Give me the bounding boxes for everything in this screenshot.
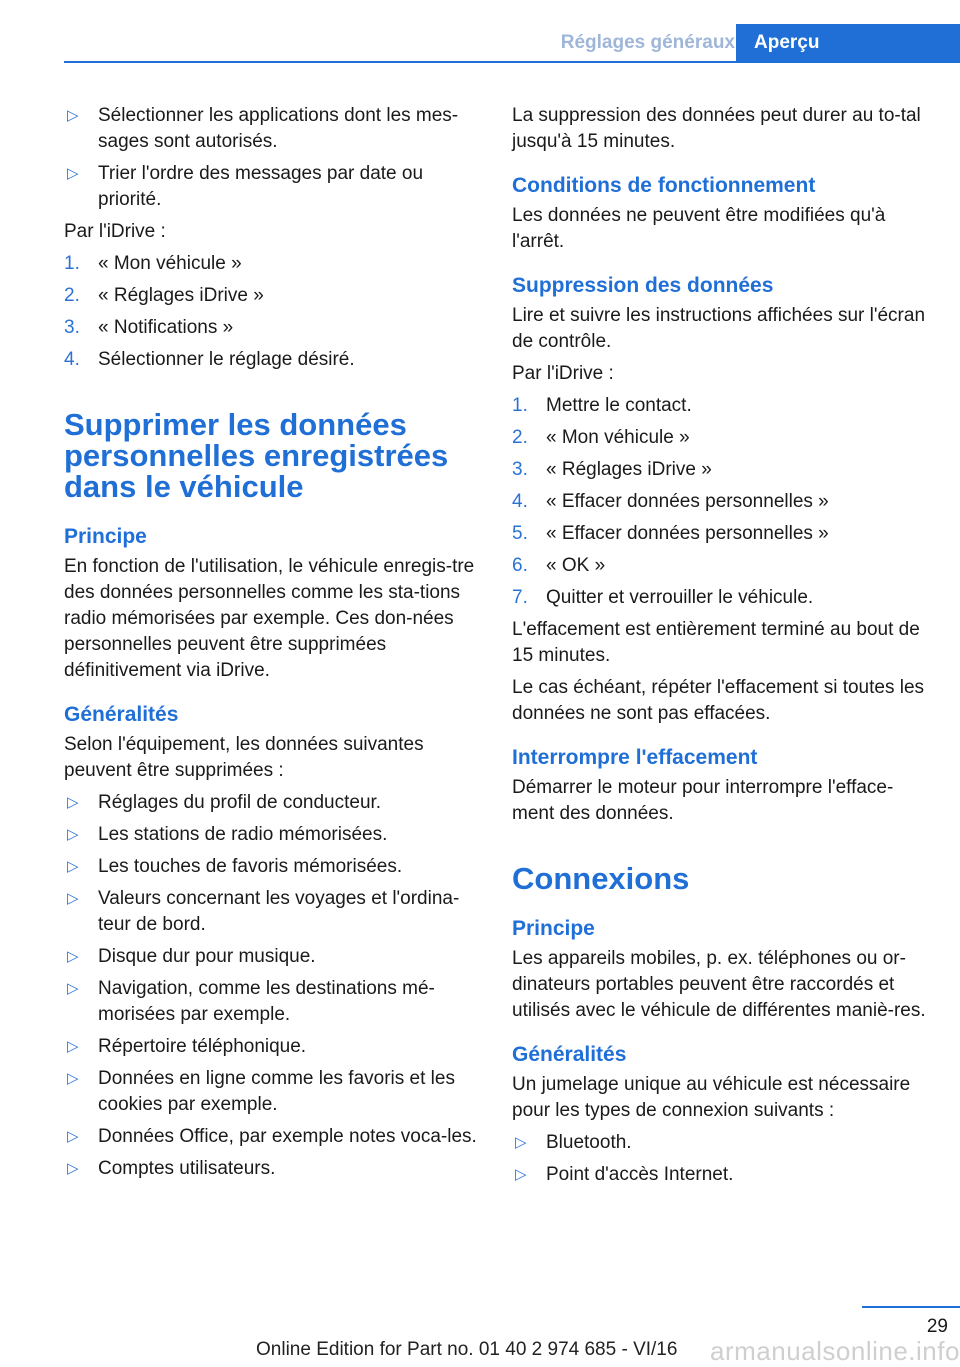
list-item: 2. « Réglages iDrive » bbox=[64, 285, 264, 306]
bullet-list-connexions bbox=[512, 1130, 928, 1188]
list-item: ▷ Bluetooth. bbox=[512, 1130, 928, 1156]
section-heading-supprimer: Supprimer les données personnelles enregistrées dans le véhicule bbox=[64, 407, 449, 504]
list-item: ▷ Comptes utilisateurs. bbox=[64, 1156, 480, 1182]
triangle-bullet-icon: ▷ bbox=[67, 1070, 79, 1087]
header-rule bbox=[64, 61, 960, 63]
header-section-title: Réglages généraux bbox=[560, 32, 735, 53]
triangle-bullet-icon: ▷ bbox=[67, 1038, 79, 1055]
triangle-bullet-icon: ▷ bbox=[67, 858, 79, 875]
list-item: ▷ Navigation, comme les destinations mé-morisées par exemple. bbox=[67, 978, 435, 1025]
triangle-bullet-icon: ▷ bbox=[67, 794, 79, 811]
list-item: 5. « Effacer données personnelles » bbox=[512, 523, 829, 544]
page-header bbox=[0, 24, 960, 62]
list-item: 4. Sélectionner le réglage désiré. bbox=[64, 349, 355, 370]
bullet-list-data bbox=[64, 790, 480, 1182]
list-item: 4. « Effacer données personnelles » bbox=[512, 491, 829, 512]
list-item: 2. « Mon véhicule » bbox=[512, 427, 690, 448]
subheading-generalites: Généralités bbox=[512, 1043, 627, 1066]
list-item: ▷ Les stations de radio mémorisées. bbox=[64, 822, 480, 848]
list-item: ▷ Trier l'ordre des messages par date ou priorité. bbox=[67, 163, 424, 210]
bullet-list-top bbox=[64, 103, 480, 213]
intro-text: La suppression des données peut durer au to-tal jusqu'à 15 minutes. bbox=[512, 105, 921, 152]
principe-text: Les appareils mobiles, p. ex. téléphones ou or-dinateurs portables peuvent être raccordés et utilisés avec le véhicule de différentes maniè-res. bbox=[512, 948, 926, 1021]
list-item: ▷ Point d'accès Internet. bbox=[512, 1162, 928, 1188]
suppression-text: Lire et suivre les instructions affichées sur l'écran de contrôle. bbox=[512, 305, 926, 352]
list-item: ▷ Répertoire téléphonique. bbox=[64, 1034, 480, 1060]
repeat-text: Le cas échéant, répéter l'effacement si toutes les données ne sont pas effacées. bbox=[512, 677, 925, 724]
subheading-principe: Principe bbox=[512, 917, 595, 940]
triangle-bullet-icon: ▷ bbox=[67, 107, 79, 124]
list-item: 7. Quitter et verrouiller le véhicule. bbox=[512, 587, 814, 608]
idrive-label: Par l'iDrive : bbox=[64, 221, 166, 242]
triangle-bullet-icon: ▷ bbox=[67, 948, 79, 965]
list-item: ▷ Disque dur pour musique. bbox=[64, 944, 480, 970]
watermark: armanualsonline.info bbox=[710, 1336, 960, 1366]
left-column bbox=[64, 103, 480, 1188]
list-item: 3. « Notifications » bbox=[64, 317, 234, 338]
list-item: 3. « Réglages iDrive » bbox=[512, 459, 712, 480]
step-list bbox=[512, 393, 928, 611]
triangle-bullet-icon: ▷ bbox=[67, 1160, 79, 1177]
subheading-conditions: Conditions de fonctionnement bbox=[512, 174, 816, 197]
generalites-text: Un jumelage unique au véhicule est nécessaire pour les types de connexion suivants : bbox=[512, 1074, 911, 1121]
step-list bbox=[64, 251, 480, 373]
idrive-label: Par l'iDrive : bbox=[512, 363, 614, 384]
list-item: ▷ Réglages du profil de conducteur. bbox=[64, 790, 480, 816]
principe-text: En fonction de l'utilisation, le véhicule enregis-tre des données personnelles comme les sta-tions radio mémorisées par exemple. Ces don-nées personnelles peuvent être supprimées définitivement via iDrive. bbox=[64, 556, 475, 681]
triangle-bullet-icon: ▷ bbox=[67, 826, 79, 843]
list-item: ▷ Valeurs concernant les voyages et l'ordina-teur de bord. bbox=[67, 888, 460, 935]
right-column bbox=[512, 103, 928, 1194]
triangle-bullet-icon: ▷ bbox=[67, 890, 79, 907]
subheading-generalites: Généralités bbox=[64, 703, 179, 726]
footer-rule bbox=[862, 1306, 960, 1308]
page-number: 29 bbox=[926, 1316, 948, 1337]
list-item: 1. Mettre le contact. bbox=[512, 395, 692, 416]
conditions-text: Les données ne peuvent être modifiées qu'à l'arrêt. bbox=[512, 205, 886, 252]
edition-note: Online Edition for Part no. 01 40 2 974 685 - VI/16 bbox=[256, 1339, 678, 1360]
list-item: ▷ Les touches de favoris mémorisées. bbox=[64, 854, 480, 880]
subheading-principe: Principe bbox=[64, 525, 147, 548]
subheading-suppression: Suppression des données bbox=[512, 274, 774, 297]
generalites-text: Selon l'équipement, les données suivantes peuvent être supprimées : bbox=[64, 734, 424, 781]
subheading-interrompre: Interrompre l'effacement bbox=[512, 746, 758, 769]
triangle-bullet-icon: ▷ bbox=[67, 980, 79, 997]
triangle-bullet-icon: ▷ bbox=[67, 165, 79, 182]
list-item: ▷ Données Office, par exemple notes voca-les. bbox=[64, 1124, 480, 1150]
interrompre-text: Démarrer le moteur pour interrompre l'efface-ment des données. bbox=[512, 777, 894, 824]
header-tab-apercu[interactable]: Aperçu bbox=[736, 24, 960, 62]
triangle-bullet-icon: ▷ bbox=[67, 1128, 79, 1145]
list-item: ▷ Données en ligne comme les favoris et les cookies par exemple. bbox=[67, 1068, 455, 1115]
section-heading-connexions: Connexions bbox=[512, 861, 690, 896]
effacement-text: L'effacement est entièrement terminé au bout de 15 minutes. bbox=[512, 619, 920, 666]
list-item: 6. « OK » bbox=[512, 555, 606, 576]
list-item: 1. « Mon véhicule » bbox=[64, 253, 242, 274]
list-item: ▷ Sélectionner les applications dont les mes-sages sont autorisés. bbox=[67, 105, 459, 152]
triangle-bullet-icon: ▷ bbox=[515, 1134, 527, 1151]
triangle-bullet-icon: ▷ bbox=[515, 1166, 527, 1183]
